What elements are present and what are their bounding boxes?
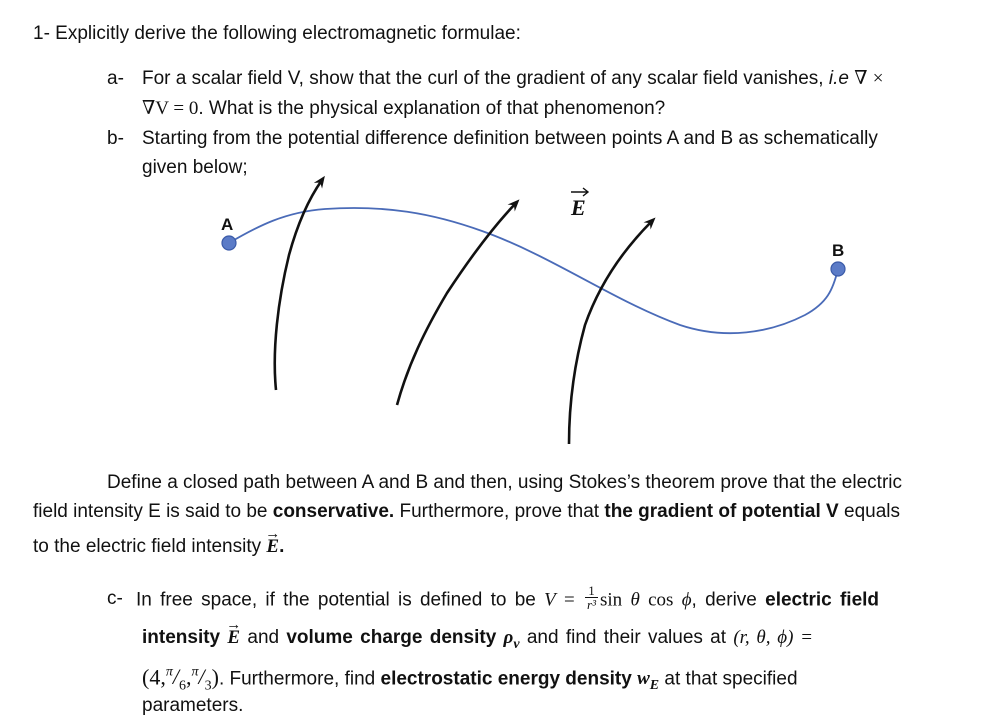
field-line-3	[569, 221, 652, 444]
paragraph-line-2	[33, 500, 900, 524]
paragraph-line-3	[33, 535, 284, 559]
part-b-line-2-text: given below;	[142, 157, 248, 178]
part-c-w	[637, 668, 660, 694]
part-a-equation: ∇V = 0	[142, 98, 199, 119]
part-a-line-1-text: For a scalar field V, show that the curl of the gradient of any scalar field vanishes,	[142, 68, 824, 89]
part-b-line-2	[142, 156, 248, 180]
paragraph-conservative: conservative.	[272, 501, 395, 522]
paragraph-line-1-text: Define a closed path between A and B and then, using Stokes’s theorem prove that the electric	[107, 472, 902, 493]
paragraph-line-2-mid: Furthermore, prove that	[399, 501, 600, 522]
pi-2: π	[191, 665, 199, 680]
fraction-denominator: r³	[587, 597, 596, 612]
part-b-marker-text: b-	[107, 128, 124, 149]
six: 6	[178, 678, 186, 694]
paragraph-gradient-of-potential: the gradient of potential V	[604, 501, 839, 522]
part-c-sin: sin	[600, 589, 623, 611]
part-c-marker	[107, 587, 123, 611]
part-a-times: ×	[872, 68, 884, 89]
part-b-line-1-text: Starting from the potential difference definition between points A and B as schematically	[142, 128, 878, 149]
question-heading	[33, 22, 521, 46]
part-c-e-vector: → E	[227, 626, 240, 650]
part-c-phi: ϕ	[681, 589, 692, 611]
part-c-line-2	[142, 626, 813, 657]
w-subscript: E	[649, 678, 660, 694]
part-c-values: $(4,^\pi/_6,^\pi/_3)$	[142, 664, 219, 694]
pi-over-six: $^\pi/_6$	[165, 664, 186, 694]
part-a-line-2-text: . What is the physical explanation of that phenomenon?	[198, 98, 666, 119]
paragraph-line-2-post: equals	[844, 501, 900, 522]
values-close: )	[211, 664, 219, 690]
field-line-1	[275, 180, 322, 390]
part-c-energy-density: electrostatic energy density	[380, 668, 632, 690]
point-b-label: B	[832, 241, 845, 260]
rho-subscript: v	[513, 636, 520, 652]
part-a-ie: i.e	[828, 68, 849, 89]
rho-symbol: ρ	[503, 627, 514, 648]
part-c-line-1	[136, 583, 880, 614]
part-c-and: and	[247, 627, 280, 648]
paragraph-e-vector: → E	[266, 535, 279, 559]
part-c-cos: cos	[648, 589, 674, 611]
part-a-line-1	[142, 67, 883, 91]
field-label: E	[571, 195, 586, 220]
question-heading-text: 1- Explicitly derive the following electromagnetic formulae:	[33, 23, 521, 44]
part-a-marker-text: a-	[107, 68, 124, 89]
paragraph-line-2-pre: field intensity E is said to be	[33, 501, 268, 522]
part-c-volume-charge-density: volume charge density	[286, 627, 497, 648]
path-a-to-b	[229, 208, 838, 333]
part-c-marker-text: c-	[107, 588, 123, 609]
three: 3	[204, 678, 212, 694]
paragraph-line-3-post: .	[279, 536, 285, 557]
point-a-label: A	[221, 215, 234, 234]
part-c-line-3-text: . Furthermore, find	[218, 668, 376, 690]
pi-1: π	[165, 665, 173, 680]
part-c-parameters: parameters.	[142, 695, 244, 716]
part-c-line-1-mid: , derive	[691, 589, 757, 611]
part-c-electric-field: electric field	[765, 589, 880, 611]
part-c-fraction	[585, 584, 598, 611]
part-b-line-1	[142, 127, 878, 151]
field-line-2	[397, 203, 516, 405]
values-open: (4,	[142, 664, 166, 690]
point-b	[831, 262, 845, 276]
part-b-marker	[107, 127, 124, 151]
part-c-intensity: intensity	[142, 627, 221, 648]
part-c-line-1-pre: In free space, if the potential is defined to be	[136, 589, 536, 611]
pi-over-three: $^\pi/_3$	[191, 664, 212, 694]
field-label-vector-arrow	[571, 188, 588, 196]
point-a	[222, 236, 236, 250]
part-c-rho	[503, 627, 520, 652]
part-c-v: V	[544, 589, 556, 611]
part-a-marker	[107, 67, 124, 91]
part-c-line-4	[142, 694, 243, 718]
part-a-line-2	[142, 97, 665, 121]
paragraph-line-1	[107, 471, 902, 495]
part-c-coordinates: (r, θ, ϕ) =	[733, 627, 813, 648]
fraction-numerator: 1	[585, 584, 598, 598]
part-c-theta: θ	[630, 589, 640, 611]
part-a-nabla: ∇	[854, 68, 868, 89]
w-symbol: w	[637, 668, 650, 690]
paragraph-line-3-pre: to the electric field intensity	[33, 536, 262, 557]
part-c-line-2-post: and find their values at	[526, 627, 727, 648]
part-c-line-3-post: at that specified	[664, 668, 798, 690]
part-c-equals: =	[564, 589, 575, 611]
